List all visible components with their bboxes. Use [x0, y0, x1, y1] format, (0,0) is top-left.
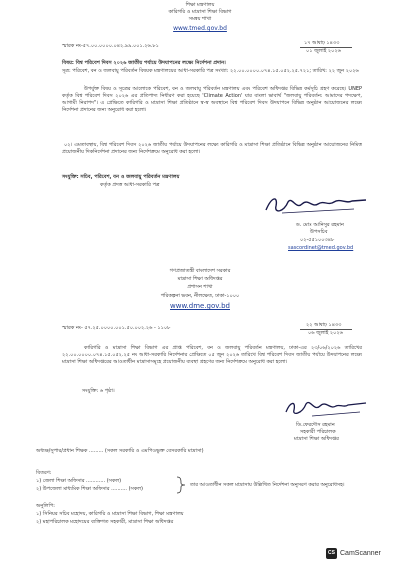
subject-line: বিষয়: বিশ্ব পরিবেশ দিবস ২০২৬ জাতীয় পর্যায়ে উদযাপনের লক্ষ্যে নির্দেশনা প্রদান।	[62, 60, 226, 66]
handwritten-signature-1	[262, 192, 372, 218]
brace-icon	[176, 476, 186, 494]
ministry-name: শিক্ষা মন্ত্রণালয়	[185, 2, 215, 8]
government-name: গণপ্রজাতন্ত্রী বাংলাদেশ সরকার	[169, 268, 231, 274]
signatory-1-phone: ০২-৫৫১০০৩৪৮	[300, 237, 335, 243]
info-label: অনুলিপি:	[36, 503, 55, 509]
signatory-1-name: ড. মোঃ আনিসুর রহমান	[296, 222, 344, 228]
copy-note: তার আওতাধীন সকল মাদ্রাসায় উল্লিখিত নির্দেশনা অনুসরণ করার অনুরোধসহ।	[190, 482, 345, 488]
signatory-2-name: ডি.ফেরদৌস রহমান	[296, 422, 335, 428]
info-item-2: ২) মহাপরিচালক মহোদয়ের ব্যক্তিগত সহকারী, মাদ্রাসা শিক্ষা অধিদপ্তর	[36, 519, 174, 525]
branch-name: প্রশাসন শাখা	[187, 284, 213, 290]
website-link-2[interactable]: www.dme.gov.bd	[170, 302, 230, 310]
body-paragraph: কারিগরি ও মাদ্রাসা শিক্ষা বিভাগ এর প্রাপ্ত পরিবেশ, বন ও জলবায়ু পরিবর্তন মন্ত্রণালয়, ঢাকা-এর ২৩/০৬/২০২৬ তারিখের ২২.০০.০০০০.০৭৪.১৫.০৫২.২৫ নং আধা-সরকারি নির্দেশনার প্রেক্ষিতে ০৫ জুন ২০২৬ তারিখে বিশ্ব পরিবেশ দিবস জাতীয় পর্যায়ে উদযাপনের লক্ষ্যে মাদ্রাসা শিক্ষা অধিদপ্তরের আওতাধীন মাদ্রাসাসমূহে প্রয়োজনীয় ব্যবস্থা গ্রহণের জন্য নির্দেশক্রমে অনুরোধ করা হলো।	[62, 345, 362, 365]
date-bangla: ১৭ আষাঢ় ১৪৩৩	[304, 40, 340, 46]
copy-item-1: ১) জেলা শিক্ষা অফিসার ............ (সকল)	[36, 478, 122, 484]
enclosure-line-2: কর্তৃক প্রদত্ত আধা-সরকারি পত্র	[100, 182, 160, 188]
attachment-line: সংযুক্তি: ৬ পৃষ্ঠা।	[82, 388, 115, 394]
date-bangla-2: ২২ আষাঢ় ১৪৩৩	[306, 322, 342, 328]
date-english-2: ০৬ জুলাই ২০২৬	[308, 330, 343, 336]
signatory-1-email[interactable]: sascordinet@tmed.gov.bd	[288, 245, 354, 251]
division-name: কারিগরি ও মাদ্রাসা শিক্ষা বিভাগ	[168, 9, 232, 15]
signatory-2-org: মাদ্রাসা শিক্ষা অধিদপ্তর	[294, 436, 339, 442]
camscanner-watermark	[326, 548, 381, 559]
camscanner-logo-icon: CS	[326, 548, 337, 559]
signatory-2-title: সহকারী পরিচালক	[300, 429, 336, 435]
camscanner-label: CamScanner	[340, 550, 381, 557]
paragraph-2: ০২। এমতাবস্থায়, বিশ্ব পরিবেশ দিবস ২০২৬ জাতীয় পর্যায়ে উদযাপনের লক্ষ্যে কারিগরি ও মাদ্রাসা শিক্ষা প্রতিষ্ঠানে বিভিন্ন অনুষ্ঠান আয়োজনের নিমিত্ত প্রয়োজনীয় দিকনির্দেশনা প্রদানের জন্য নির্দেশক্রমে অনুরোধ করা হলো।	[62, 142, 362, 155]
signatory-1-title: উপসচিব	[310, 229, 328, 235]
copy-item-2: ২) উপজেলা মাধ্যমিক শিক্ষা অফিসার .......... (সকল)	[36, 486, 143, 492]
info-item-1: ১) সিনিয়র সচিব মহোদয়, কারিগরি ও মাদ্রাসা শিক্ষা বিভাগ, শিক্ষা মন্ত্রণালয়	[36, 511, 184, 517]
date-english: ০১ জুলাই ২০২৬	[306, 48, 341, 54]
reference-line: সূত্র: পরিবেশ, বন ও জলবায়ু পরিবর্তন বিষয়ক মন্ত্রণালয়ের আধা-সরকারি পত্র সংখ্যা: ২২.০০.০০০০.০৭৪.১৫.০৫২.২৫.৭২১; তারিখ: ২২ জুন ২০২৬	[62, 68, 359, 74]
website-link[interactable]: www.tmed.gov.bd	[173, 25, 227, 32]
memo-number: স্মারক নং-৫৭.০০.০০০০.০৪২.৯৯.০০১.২৬.৮১	[62, 43, 159, 49]
directorate-name: মাদ্রাসা শিক্ষা অধিদপ্তর	[177, 276, 223, 282]
enclosure-line: সংযুক্তি: সচিব, পরিবেশ, বন ও জলবায়ু পরিবর্তন মন্ত্রণালয়	[62, 174, 180, 180]
address-line: পরিকল্পনা ভবন, নীলক্ষেত, ঢাকা-১০০০	[160, 293, 240, 299]
memo-number-2: স্মারক নং- ৫৭.২৫.০০০০.০০১.৫০.০০২.২৬ - ১১০৮	[62, 325, 171, 331]
handwritten-signature-2	[282, 396, 372, 420]
paragraph-1: উপর্যুক্ত বিষয় ও সূত্রের আলোকে পরিবেশ, বন ও জলবায়ু পরিবর্তন মন্ত্রণালয় এবং পরিবেশ অধিদপ্তর বিভিন্ন কর্মসূচি গ্রহণ করেছে। UNEP কর্তৃক বিশ্ব পরিবেশ দিবস ২০২৬ এর প্রতিপাদ্য নির্ধারণ করা হয়েছে 'Climate Action' যার বাংলা ভাবার্থ "জলবায়ু পরিবর্তন: আমাদের পদক্ষেপ, আগামী নিরাপদ"। এ প্রেক্ষিতে কারিগরি ও মাদ্রাসা শিক্ষা প্রতিষ্ঠানে স্ব-স্ব অবস্থানে বিশ্ব পরিবেশ দিবস উদযাপনে বিভিন্ন অনুষ্ঠান আয়োজনের লক্ষ্যে নির্দেশনা প্রদানের জন্য অনুরোধ করা হলো।	[62, 86, 362, 113]
section-name: সমন্বয় শাখা	[188, 16, 212, 22]
distribution-intro: অধ্যক্ষ/সুপার/প্রধান শিক্ষক ......... (সকল সরকারি ও এমপিওভুক্ত বেসরকারি মাদ্রাসা)	[36, 448, 204, 454]
copy-label: বিতরণ:	[36, 470, 52, 476]
